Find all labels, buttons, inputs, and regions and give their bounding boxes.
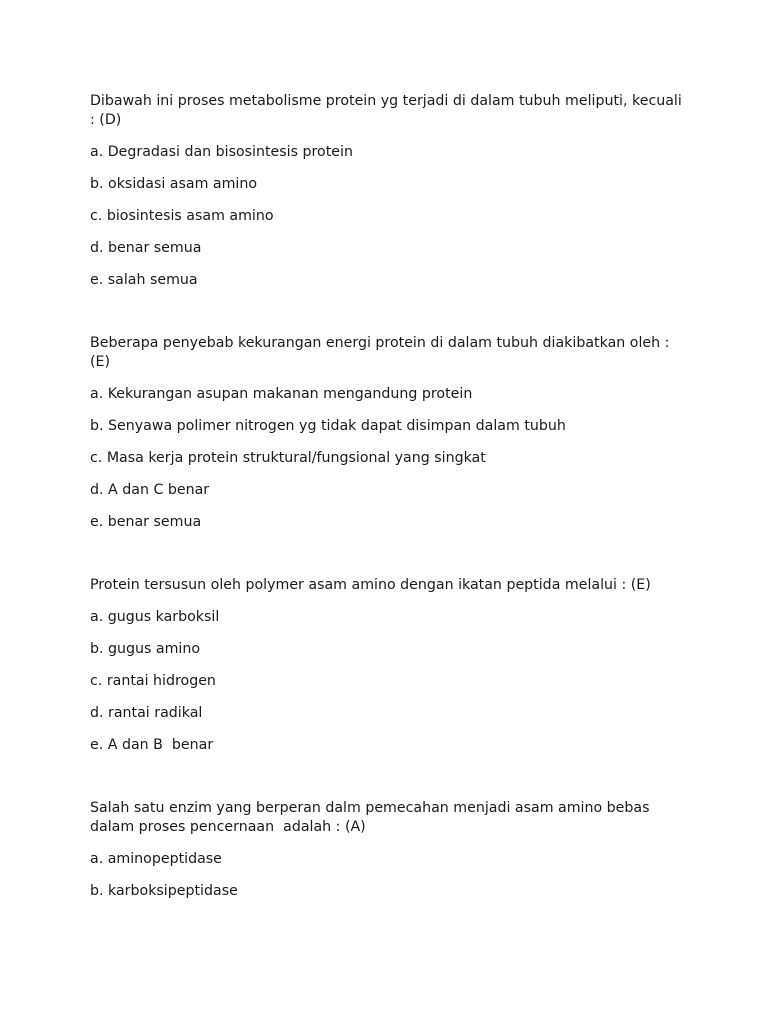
question-text: Beberapa penyebab kekurangan energi protein di dalam tubuh diakibatkan oleh : (E): [90, 335, 674, 370]
option-c: c. biosintesis asam amino: [90, 208, 274, 224]
question-4: [90, 799, 690, 914]
option-a: a. gugus karboksil: [90, 609, 220, 625]
option-b: b. Senyawa polimer nitrogen yg tidak dapat disimpan dalam tubuh: [90, 418, 566, 434]
option-e: e. A dan B benar: [90, 737, 214, 753]
option-e: e. salah semua: [90, 272, 198, 288]
option-a: a. Kekurangan asupan makanan mengandung protein: [90, 386, 473, 402]
option-list: [90, 143, 690, 303]
question-text: Protein tersusun oleh polymer asam amino dengan ikatan peptida melalui : (E): [90, 577, 651, 593]
option-c: c. Masa kerja protein struktural/fungsional yang singkat: [90, 450, 486, 466]
option-b: b. gugus amino: [90, 641, 201, 657]
question-text: Salah satu enzim yang berperan dalm pemecahan menjadi asam amino bebas dalam proses pencernaan adalah : (A): [90, 800, 655, 835]
option-a: a. aminopeptidase: [90, 851, 222, 867]
question-3: [90, 576, 690, 768]
question-text: Dibawah ini proses metabolisme protein yg terjadi di dalam tubuh meliputi, kecuali : (D): [90, 93, 687, 128]
option-c: c. rantai hidrogen: [90, 673, 216, 689]
option-b: b. karboksipeptidase: [90, 883, 238, 899]
question-1: [90, 92, 690, 303]
option-d: d. benar semua: [90, 240, 202, 256]
option-list: [90, 385, 690, 545]
question-2: [90, 334, 690, 545]
option-d: d. A dan C benar: [90, 482, 210, 498]
option-a: a. Degradasi dan bisosintesis protein: [90, 144, 353, 160]
option-d: d. rantai radikal: [90, 705, 203, 721]
option-list: [90, 850, 690, 914]
option-b: b. oksidasi asam amino: [90, 176, 258, 192]
option-list: [90, 608, 690, 768]
option-e: e. benar semua: [90, 514, 202, 530]
